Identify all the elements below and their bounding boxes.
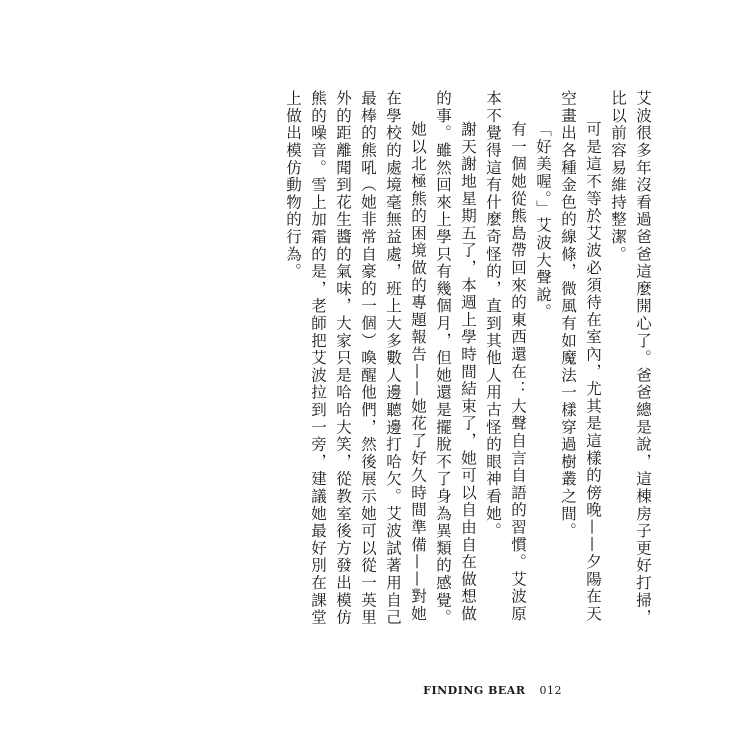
paragraph-6: 她以北極熊的困境做的專題報告——她花了好久時間準備——對她在學校的處境毫無益處，班上大多數人邊聽邊打哈欠。艾波試著用自己最棒的熊吼（她非常自豪的一個）喚醒他們，然後展示她可以從一英里外的距離聞到花生醬的氣味，大家只是哈哈大笑，從教室後方發出模仿熊的噪音。雪上加霜的是，老師把艾波拉到一旁，建議她最好別在課堂上做出模仿動物的行為。 bbox=[284, 90, 427, 627]
running-title: FINDING BEAR bbox=[423, 684, 526, 697]
body-text bbox=[280, 90, 655, 635]
paragraph-5: 謝天謝地星期五了，本週上學時間結束了，她可以自由自在做想做的事。雖然回來上學只有幾個月，但她還是擺脫不了身為異類的感覺。 bbox=[434, 90, 477, 627]
paragraph-4: 有一個她從熊島帶回來的東西還在：大聲自言自語的習慣。艾波原本不覺得這有什麼奇怪的，直到其他人用古怪的眼神看她。 bbox=[484, 90, 527, 623]
page-number: 012 bbox=[539, 684, 562, 697]
page-footer bbox=[423, 684, 562, 697]
paragraph-3: 「好美喔。」艾波大聲說。 bbox=[534, 121, 552, 321]
paragraph-2: 可是這不等於艾波必須待在室內，尤其是這樣的傍晚——夕陽在天空畫出各種金色的線條，微風有如魔法一樣穿過樹叢之間。 bbox=[559, 90, 602, 623]
paragraph-1: 艾波很多年沒看過爸爸這麼開心了。爸爸總是說，這棟房子更好打掃，比以前容易維持整潔。 bbox=[609, 90, 652, 627]
